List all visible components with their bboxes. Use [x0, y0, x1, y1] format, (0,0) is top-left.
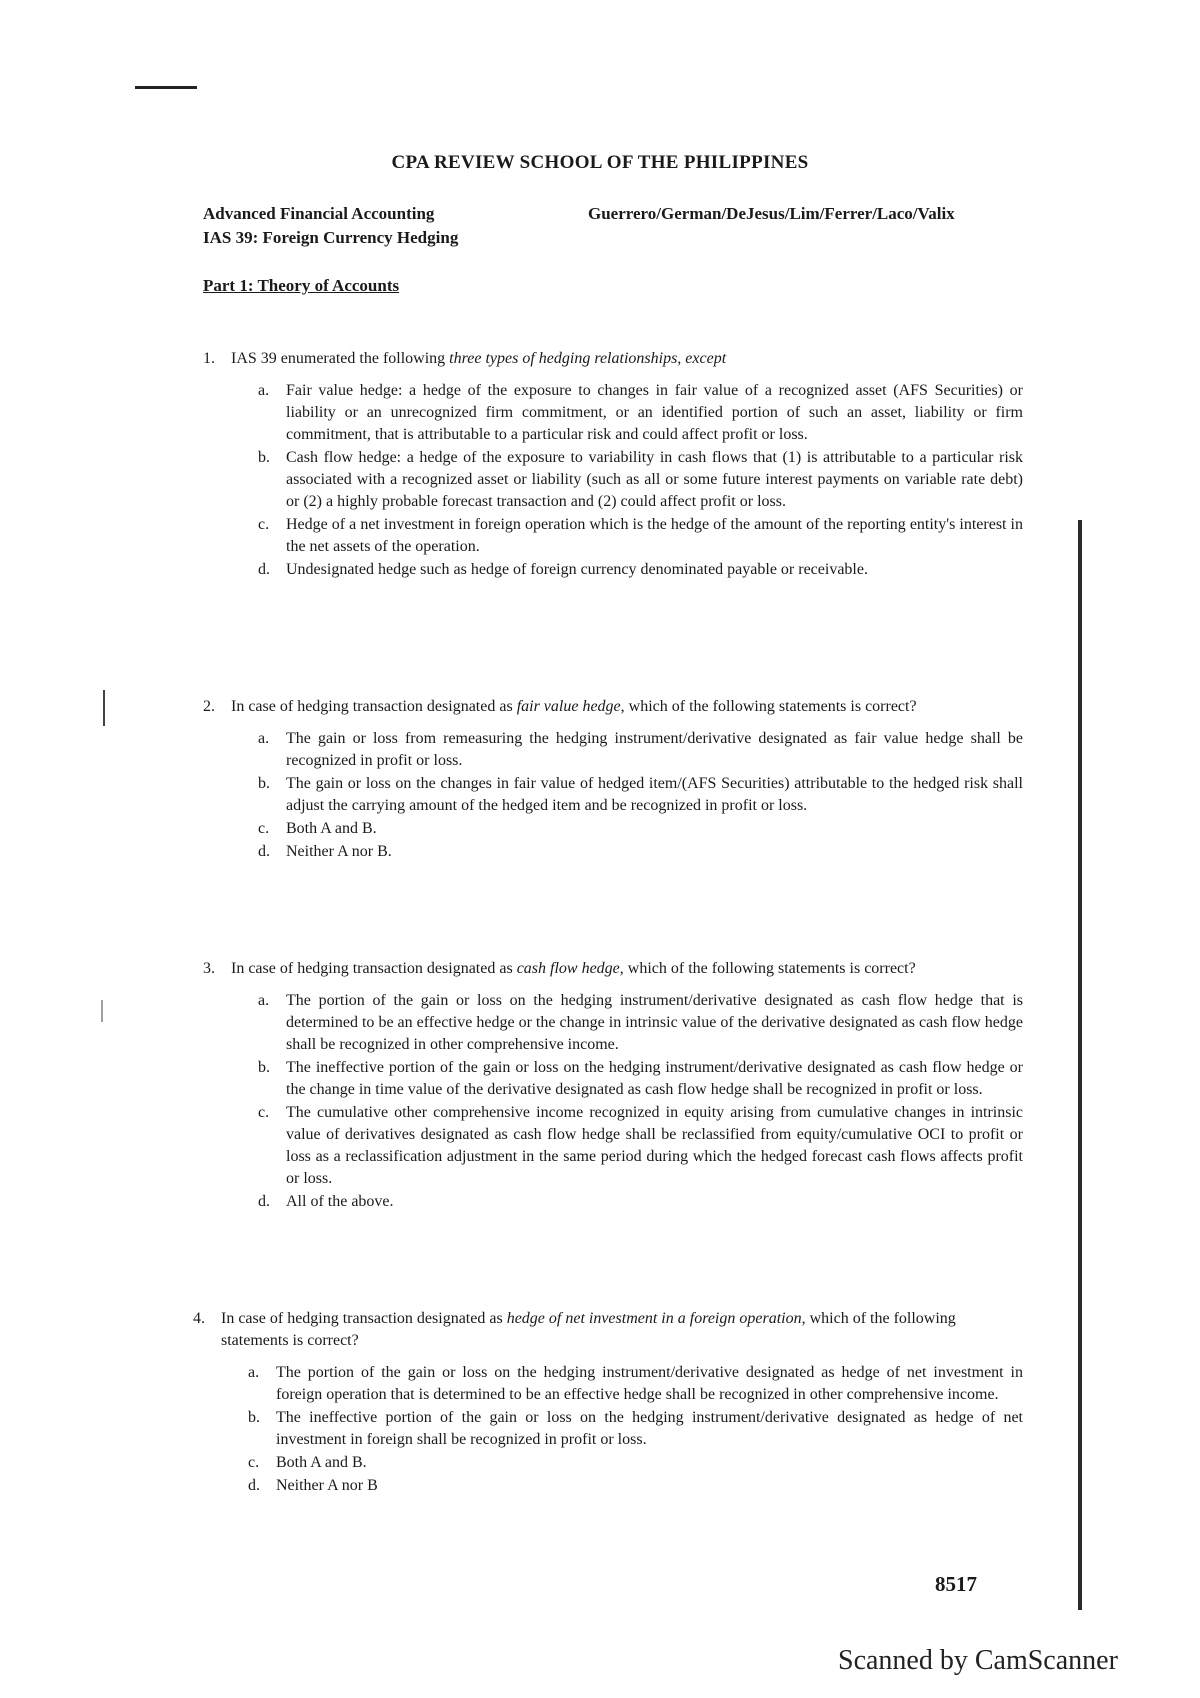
course-topic: IAS 39: Foreign Currency Hedging — [203, 228, 459, 247]
option-letter: c. — [258, 516, 270, 533]
option-text: Both A and B. — [286, 820, 377, 837]
question-3 — [203, 958, 1023, 1214]
question-4 — [193, 1308, 1023, 1498]
option-text: Undesignated hedge such as hedge of foreign currency denominated payable or receivable. — [286, 561, 868, 578]
stem-text-after: , which of the following statements is correct? — [619, 960, 916, 977]
options-list — [203, 380, 1023, 581]
stem-text-after: , which of the following statements is correct? — [620, 698, 917, 715]
option-c — [258, 514, 1023, 558]
options-list — [203, 728, 1023, 863]
question-number: 3. — [203, 960, 215, 977]
option-letter: b. — [258, 1059, 270, 1076]
stem-text: In case of hedging transaction designated as — [231, 960, 517, 977]
option-text: The portion of the gain or loss on the hedging instrument/derivative designated as cash flow hedge that is determined to be an effective hedge or the change in intrinsic value of the derivative designated as cash flow hedge shall be recognized in other comprehensive income. — [286, 992, 1023, 1053]
option-text: The portion of the gain or loss on the hedging instrument/derivative designated as hedge of net investment in foreign operation that is determined to be an effective hedge shall be recognized in other comprehensive income. — [276, 1364, 1023, 1403]
option-a — [258, 728, 1023, 772]
scan-artifact-mark — [101, 1000, 103, 1022]
option-c — [258, 1102, 1023, 1190]
option-text: All of the above. — [286, 1193, 394, 1210]
option-letter: d. — [258, 561, 270, 578]
question-stem — [203, 696, 1023, 718]
authors: Guerrero/German/DeJesus/Lim/Ferrer/Laco/Valix — [588, 204, 955, 223]
option-letter: d. — [248, 1477, 260, 1494]
scan-corner-mark — [135, 86, 197, 89]
option-a — [248, 1362, 1023, 1406]
question-1 — [203, 348, 1023, 582]
stem-text: IAS 39 enumerated the following — [231, 350, 450, 367]
option-c — [258, 818, 1023, 840]
scan-edge-shadow — [1078, 520, 1082, 1610]
option-text: Both A and B. — [276, 1454, 367, 1471]
option-letter: b. — [248, 1409, 260, 1426]
option-d — [258, 559, 1023, 581]
option-b — [258, 447, 1023, 513]
option-letter: a. — [258, 992, 270, 1009]
option-text: Neither A nor B — [276, 1477, 378, 1494]
option-letter: c. — [258, 1104, 270, 1121]
option-a — [258, 380, 1023, 446]
school-title: CPA REVIEW SCHOOL OF THE PHILIPPINES — [391, 152, 809, 173]
stem-text: In case of hedging transaction designated as — [221, 1310, 507, 1327]
option-b — [248, 1407, 1023, 1451]
option-text: The cumulative other comprehensive income recognized in equity arising from cumulative changes in intrinsic value of derivatives designated as cash flow hedge shall be reclassified from equity/cumulative OCI to profit or loss as a reclassification adjustment in the same period during which the hedged forecast cash flows affects profit or loss. — [286, 1104, 1023, 1187]
option-a — [258, 990, 1023, 1056]
option-letter: b. — [258, 449, 270, 466]
option-c — [248, 1452, 1023, 1474]
course-info — [203, 202, 458, 250]
stem-emphasis: three types of hedging relationships, except — [449, 350, 727, 367]
option-text: The ineffective portion of the gain or loss on the hedging instrument/derivative designated as cash flow hedge or the change in time value of the derivative designated as cash flow hedge shall be recognized in profit or loss. — [286, 1059, 1023, 1098]
stem-emphasis: cash flow hedge — [516, 960, 620, 977]
option-text: The ineffective portion of the gain or loss on the hedging instrument/derivative designated as hedge of net investment in foreign shall be recognized in profit or loss. — [276, 1409, 1023, 1448]
option-letter: a. — [258, 730, 270, 747]
option-letter: d. — [258, 1193, 270, 1210]
question-number: 4. — [193, 1310, 205, 1327]
part-title: Part 1: Theory of Accounts — [203, 276, 400, 295]
scanner-watermark: Scanned by CamScanner — [838, 1645, 1118, 1676]
option-text: Fair value hedge: a hedge of the exposure to changes in fair value of a recognized asset (AFS Securities) or liability or an unrecognized firm commitment, or an identified portion of such an asset, liability or firm commitment, that is attributable to a particular risk and could affect profit or loss. — [286, 382, 1023, 443]
scan-artifact-mark — [103, 690, 105, 726]
stem-text-after: , which of the following statements is correct? — [221, 1310, 956, 1349]
options-list — [203, 990, 1023, 1213]
option-d — [258, 1191, 1023, 1213]
option-b — [258, 1057, 1023, 1101]
question-stem — [203, 348, 1023, 370]
option-d — [258, 841, 1023, 863]
option-letter: c. — [248, 1454, 260, 1471]
page-number: 8517 — [935, 1572, 977, 1596]
course-name: Advanced Financial Accounting — [203, 204, 435, 223]
option-letter: a. — [258, 382, 270, 399]
option-letter: b. — [258, 775, 270, 792]
option-letter: c. — [258, 820, 270, 837]
option-d — [248, 1475, 1023, 1497]
options-list — [193, 1362, 1023, 1497]
option-letter: a. — [248, 1364, 260, 1381]
stem-emphasis: fair value hedge — [516, 698, 621, 715]
option-text: Hedge of a net investment in foreign operation which is the hedge of the amount of the reporting entity's interest in the net assets of the operation. — [286, 516, 1023, 555]
option-text: Cash flow hedge: a hedge of the exposure to variability in cash flows that (1) is attributable to a particular risk associated with a recognized asset or liability (such as all or some future interest payments on variable rate debt) or (2) a highly probable forecast transaction and (2) could affect profit or loss. — [286, 449, 1023, 510]
option-text: The gain or loss from remeasuring the hedging instrument/derivative designated as fair value hedge shall be recognized in profit or loss. — [286, 730, 1023, 769]
option-b — [258, 773, 1023, 817]
stem-text: In case of hedging transaction designated as — [231, 698, 517, 715]
question-stem — [193, 1308, 1023, 1352]
option-text: Neither A nor B. — [286, 843, 392, 860]
stem-emphasis: hedge of net investment in a foreign operation — [506, 1310, 802, 1327]
option-text: The gain or loss on the changes in fair value of hedged item/(AFS Securities) attributable to the hedged risk shall adjust the carrying amount of the hedged item and be recognized in profit or loss. — [286, 775, 1023, 814]
question-number: 1. — [203, 350, 215, 367]
question-number: 2. — [203, 698, 215, 715]
question-2 — [203, 696, 1023, 864]
option-letter: d. — [258, 843, 270, 860]
question-stem — [203, 958, 1023, 980]
